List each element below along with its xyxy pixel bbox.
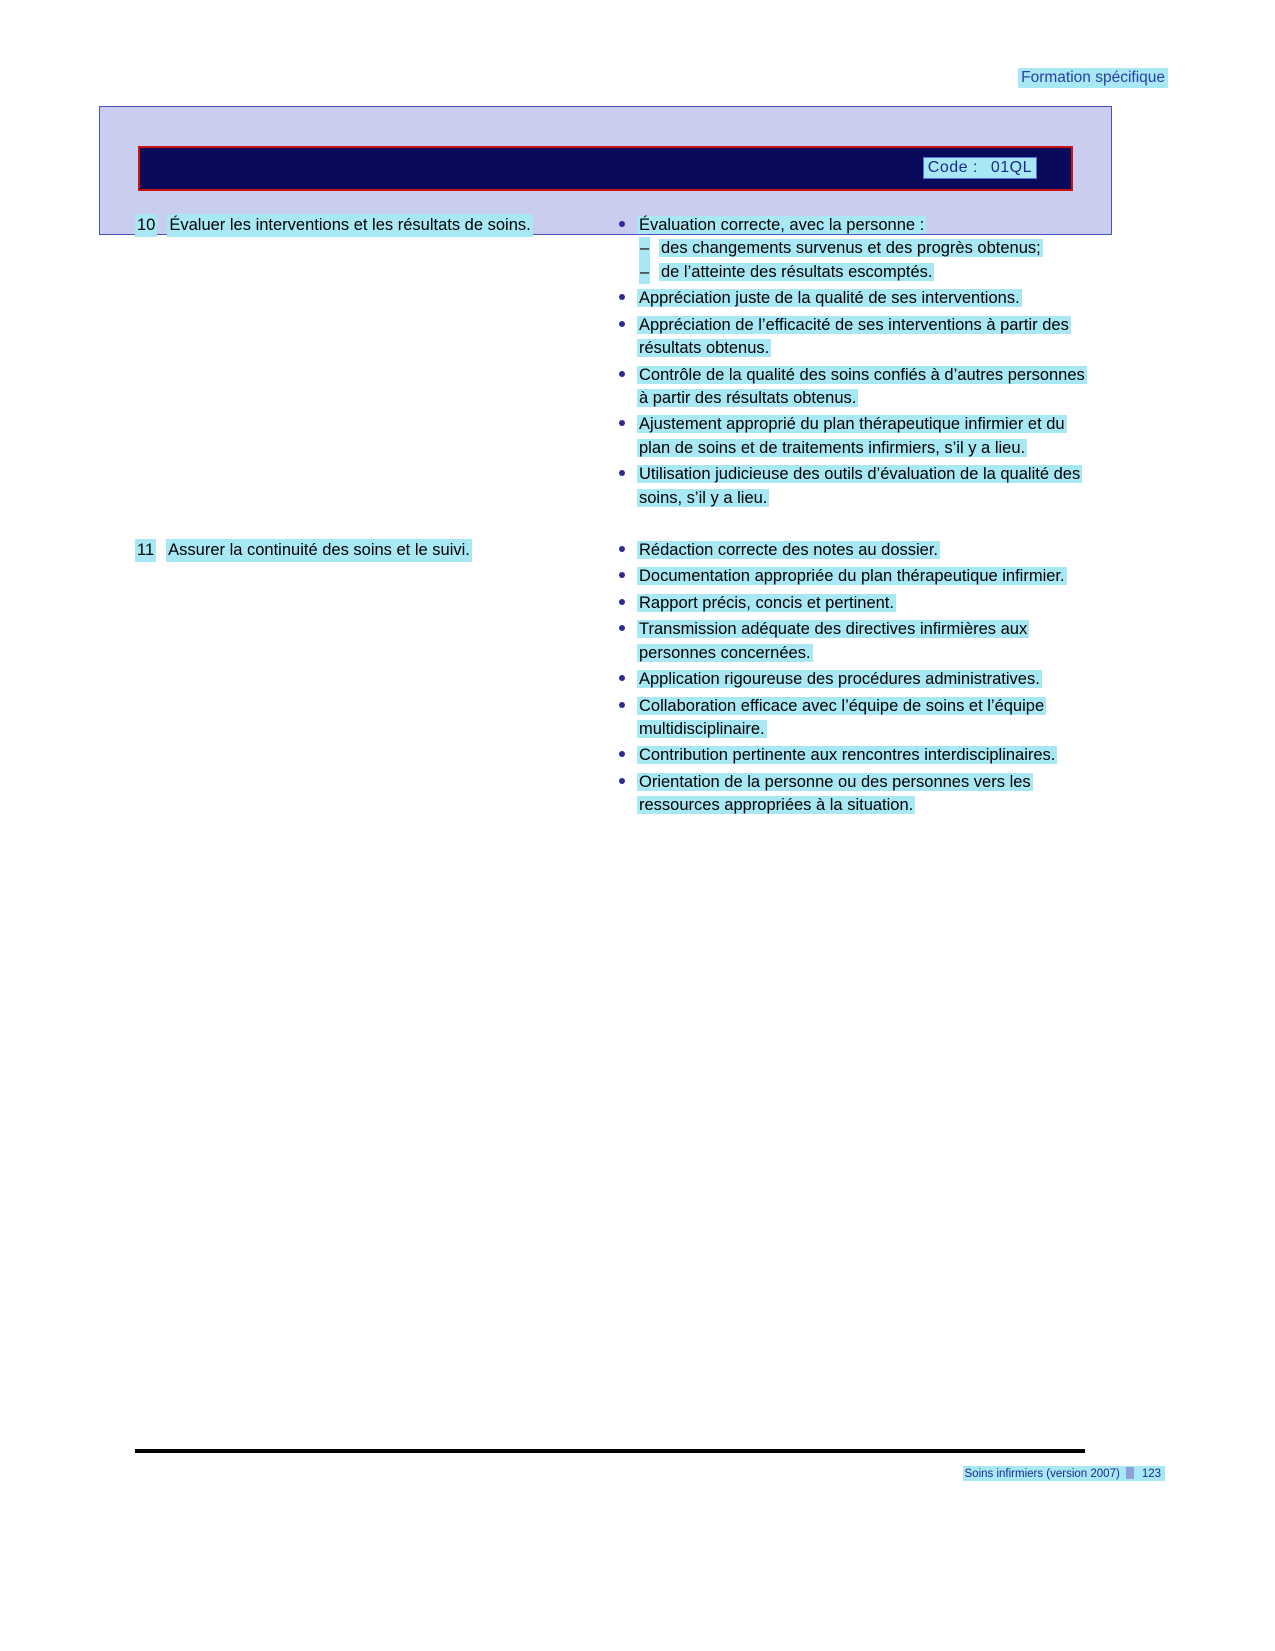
list-item xyxy=(613,668,1085,691)
criterion-text: Contrôle de la qualité des soins confiés à d’autres personnes à partir des résultats obtenus. xyxy=(639,365,1085,407)
bullet-icon xyxy=(619,702,625,708)
list-item xyxy=(637,261,1085,284)
list-item xyxy=(613,695,1085,742)
task-label: Évaluer les interventions et les résultats de soins. xyxy=(167,214,532,237)
list-item xyxy=(613,565,1085,588)
competency-code xyxy=(923,157,1037,179)
table-row xyxy=(135,539,1085,821)
list-item xyxy=(613,592,1085,615)
bullet-icon xyxy=(619,371,625,377)
criterion-text: Contribution pertinente aux rencontres interdisciplinaires. xyxy=(639,746,1056,765)
bullet-icon xyxy=(619,470,625,476)
subcriterion-text: des changements survenus et des progrès obtenus; xyxy=(661,239,1041,258)
dash-icon: – xyxy=(639,237,650,260)
header-section-label: Formation spécifique xyxy=(1018,68,1168,88)
bullet-icon xyxy=(619,420,625,426)
competency-table xyxy=(135,214,1085,847)
task-number: 10 xyxy=(135,214,157,237)
criteria-cell xyxy=(613,214,1085,513)
criterion-text: Transmission adéquate des directives infirmières aux personnes concernées. xyxy=(639,620,1028,662)
criteria-list xyxy=(613,214,1085,510)
footer-separator-icon xyxy=(1126,1467,1134,1479)
bullet-icon xyxy=(619,321,625,327)
table-row xyxy=(135,214,1085,513)
criteria-cell xyxy=(613,539,1085,821)
subcriterion-text: de l’atteinte des résultats escomptés. xyxy=(661,262,933,281)
criterion-text: Appréciation juste de la qualité de ses interventions. xyxy=(639,289,1020,308)
task-cell xyxy=(135,214,613,237)
task xyxy=(135,214,603,237)
list-item xyxy=(613,214,1085,284)
bullet-icon xyxy=(619,751,625,757)
criterion-text: Orientation de la personne ou des personnes vers les ressources appropriées à la situation. xyxy=(639,772,1031,815)
bullet-icon xyxy=(619,625,625,631)
criterion-text: Utilisation judicieuse des outils d’évaluation de la qualité des soins, s’il y a lieu. xyxy=(639,465,1081,507)
list-item xyxy=(613,744,1085,767)
criterion-text: Application rigoureuse des procédures administratives. xyxy=(639,670,1040,689)
bullet-icon xyxy=(619,546,625,552)
list-item xyxy=(637,237,1085,260)
competency-code-label: Code : xyxy=(927,159,978,176)
subcriteria-list xyxy=(637,237,1085,284)
criterion-text: Rapport précis, concis et pertinent. xyxy=(639,593,894,612)
dash-icon: – xyxy=(639,261,650,284)
list-item xyxy=(613,314,1085,361)
criterion-text: Rédaction correcte des notes au dossier. xyxy=(639,541,939,560)
criterion-text: Appréciation de l’efficacité de ses interventions à partir des résultats obtenus. xyxy=(639,315,1069,358)
list-item xyxy=(613,463,1085,510)
criterion-text: Documentation appropriée du plan thérapeutique infirmier. xyxy=(639,567,1065,586)
page-number: 123 xyxy=(1141,1468,1161,1480)
bullet-icon xyxy=(619,778,625,784)
competency-code-value: 01QL xyxy=(990,159,1032,176)
list-item xyxy=(613,539,1085,562)
criterion-text: Évaluation correcte, avec la personne : xyxy=(639,216,925,234)
task-number: 11 xyxy=(135,539,156,562)
bullet-icon xyxy=(619,599,625,605)
task-cell xyxy=(135,539,613,562)
task xyxy=(135,539,603,562)
task-label: Assurer la continuité des soins et le suivi. xyxy=(166,539,472,562)
list-item xyxy=(613,287,1085,310)
criterion-text: Collaboration efficace avec l’équipe de soins et l’équipe multidisciplinaire. xyxy=(639,696,1045,739)
bullet-icon xyxy=(619,675,625,681)
competency-banner-inner xyxy=(138,146,1073,191)
bullet-icon xyxy=(619,572,625,578)
criteria-list xyxy=(613,539,1085,818)
criterion-text: Ajustement approprié du plan thérapeutique infirmier et du plan de soins et de traitements infirmiers, s’il y a lieu. xyxy=(639,415,1065,457)
footer-divider xyxy=(135,1449,1085,1453)
footer xyxy=(963,1466,1166,1481)
bullet-icon xyxy=(619,294,625,300)
list-item xyxy=(613,413,1085,460)
bullet-icon xyxy=(619,221,625,227)
list-item xyxy=(613,618,1085,665)
list-item xyxy=(613,364,1085,411)
list-item xyxy=(613,771,1085,818)
footer-document-title: Soins infirmiers (version 2007) xyxy=(964,1468,1120,1480)
